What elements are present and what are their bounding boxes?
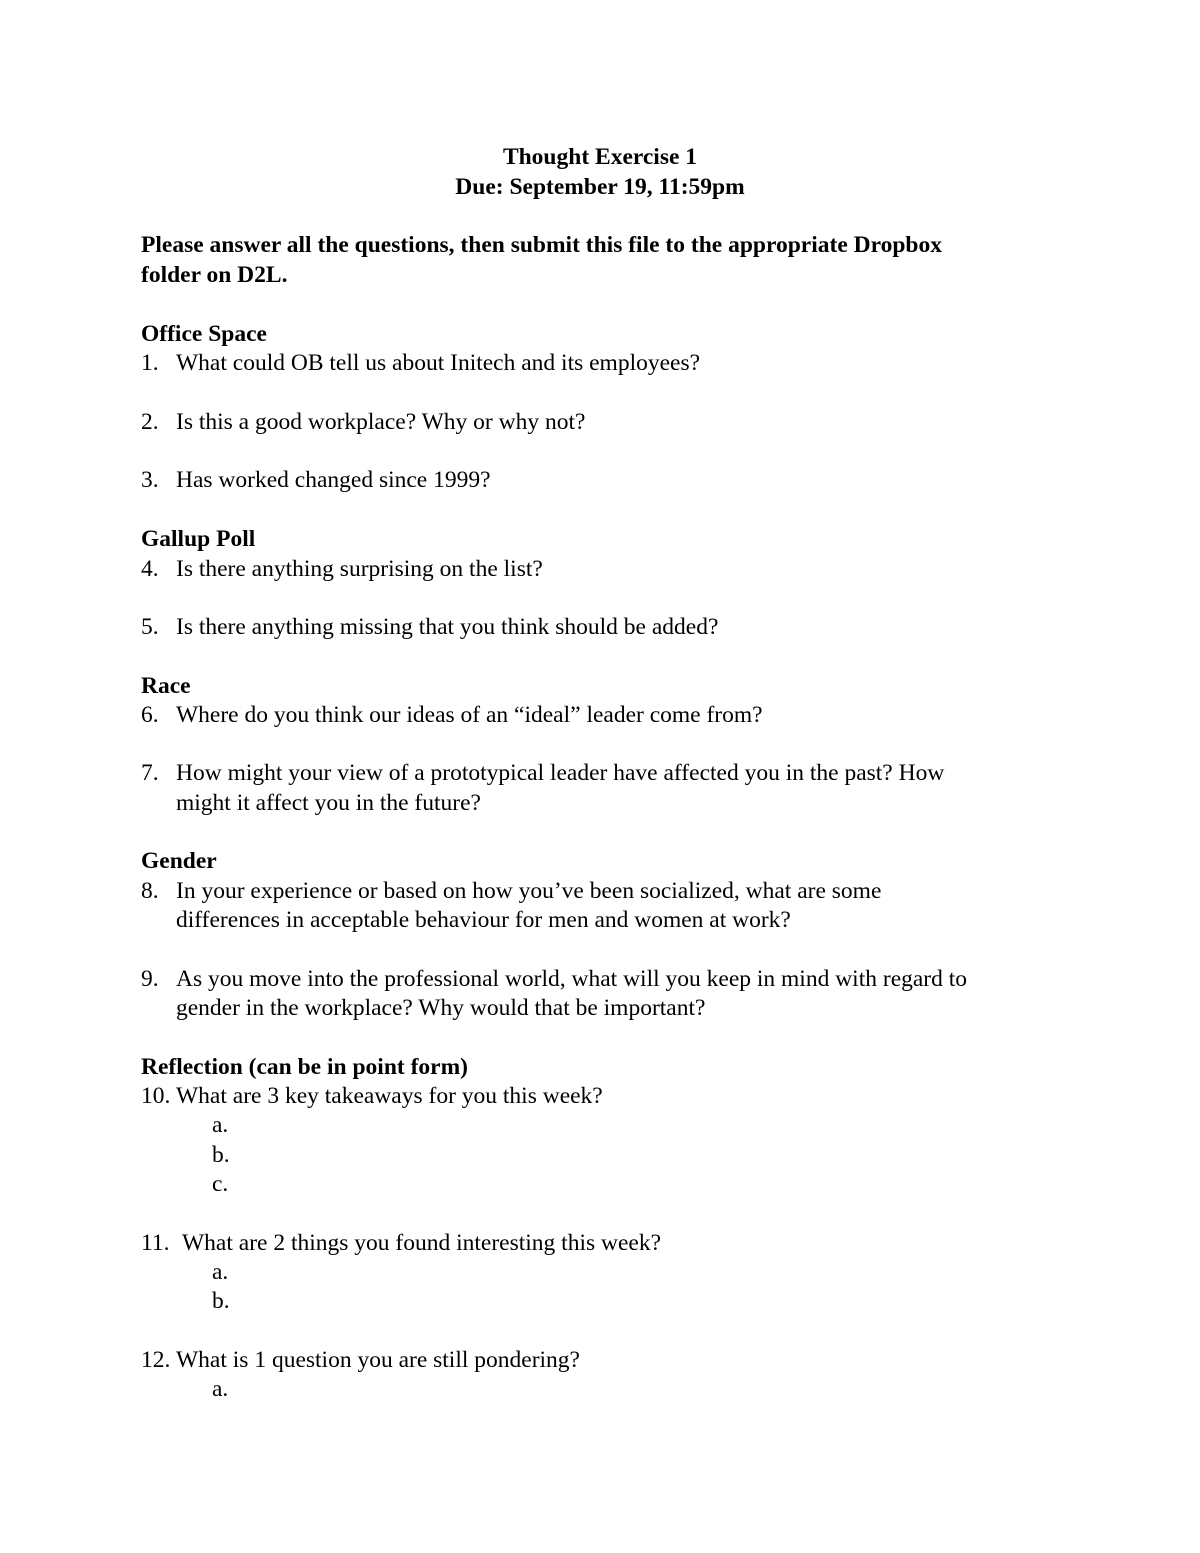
question-number: 3. <box>141 467 159 493</box>
question-number: 1. <box>141 350 159 376</box>
question-text-line-2: differences in acceptable behaviour for men and women at work? <box>176 907 791 933</box>
question-number: 4. <box>141 556 159 582</box>
document-title: Thought Exercise 1 <box>502 144 698 170</box>
section-heading-gallup-poll: Gallup Poll <box>141 526 256 552</box>
question-number: 10. <box>141 1083 171 1109</box>
question-text-line-1: How might your view of a prototypical leader have affected you in the past? How <box>176 760 945 786</box>
answer-item-label: b. <box>212 1288 230 1314</box>
question-number: 5. <box>141 614 159 640</box>
question-text-line-2: gender in the workplace? Why would that be important? <box>176 995 706 1021</box>
question-number: 2. <box>141 409 159 435</box>
question-text: Where do you think our ideas of an “ideal” leader come from? <box>176 702 763 728</box>
section-heading-reflection: Reflection (can be in point form) <box>141 1054 468 1080</box>
question-number: 6. <box>141 702 159 728</box>
section-heading-gender: Gender <box>141 848 217 874</box>
question-text: What could OB tell us about Initech and its employees? <box>176 350 701 376</box>
answer-item-label: a. <box>212 1112 229 1138</box>
answer-item-label: a. <box>212 1259 229 1285</box>
question-number: 7. <box>141 760 159 786</box>
question-text-line-1: In your experience or based on how you’ve been socialized, what are some <box>176 878 882 904</box>
question-number: 11. <box>141 1230 170 1256</box>
due-date: Due: September 19, 11:59pm <box>455 174 745 200</box>
instructions-line-2: folder on D2L. <box>141 262 288 288</box>
answer-item-label: c. <box>212 1171 229 1197</box>
instructions-line-1: Please answer all the questions, then submit this file to the appropriate Dropbox <box>141 232 942 258</box>
question-text-line-2: might it affect you in the future? <box>176 790 481 816</box>
section-heading-office-space: Office Space <box>141 321 267 347</box>
question-number: 12. <box>141 1347 171 1373</box>
question-text: Is there anything surprising on the list? <box>176 556 543 582</box>
answer-item-label: b. <box>212 1142 230 1168</box>
answer-item-label: a. <box>212 1376 229 1402</box>
section-heading-race: Race <box>141 673 191 699</box>
question-text: What is 1 question you are still pondering? <box>176 1347 580 1373</box>
question-text: Has worked changed since 1999? <box>176 467 491 493</box>
question-number: 9. <box>141 966 159 992</box>
question-text: What are 3 key takeaways for you this week? <box>176 1083 603 1109</box>
question-text: Is this a good workplace? Why or why not? <box>176 409 586 435</box>
question-text: Is there anything missing that you think should be added? <box>176 614 719 640</box>
question-text: What are 2 things you found interesting this week? <box>182 1230 662 1256</box>
question-number: 8. <box>141 878 159 904</box>
question-text-line-1: As you move into the professional world, what will you keep in mind with regard to <box>176 966 968 992</box>
